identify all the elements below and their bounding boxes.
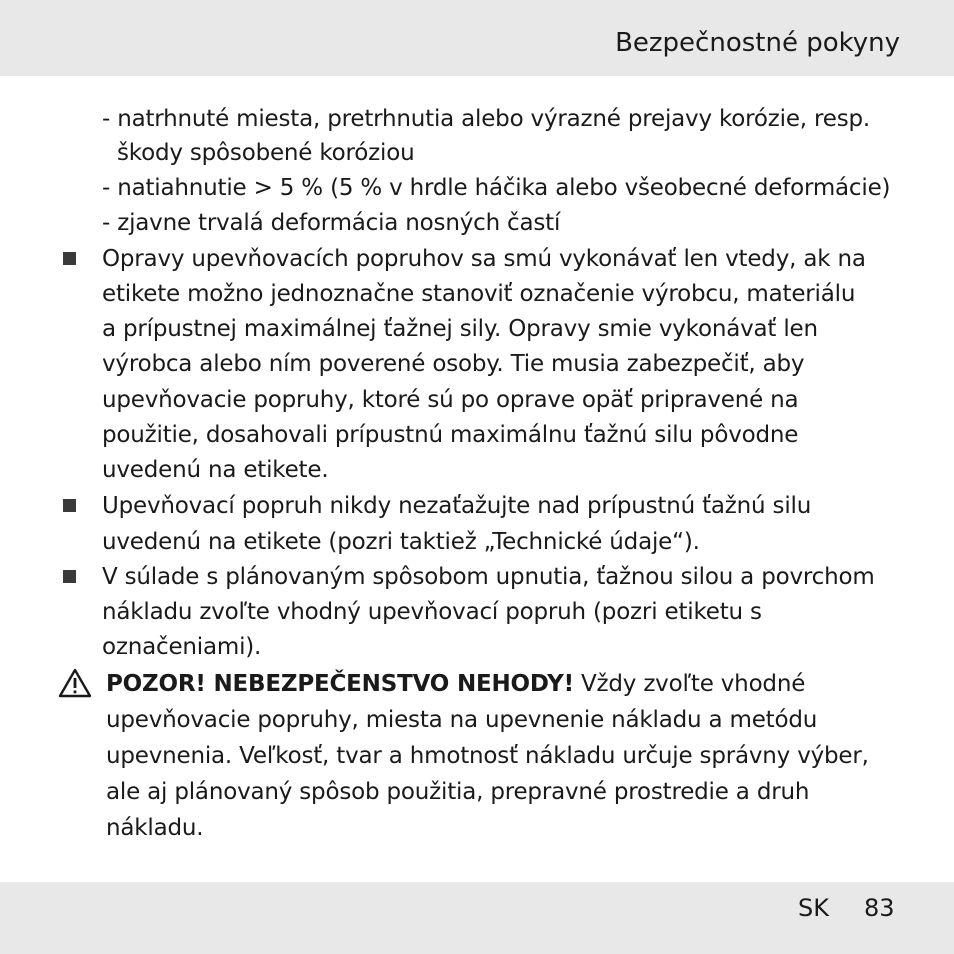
bullet-square-icon <box>63 570 76 583</box>
warning-heading: POZOR! NEBEZPEČENSTVO NEHODY! <box>106 671 574 697</box>
bullet-1-line: a prípustnej maximálnej ťažnej sily. Opravy smie vykonávať len <box>102 316 818 342</box>
warning-first-line-text: Vždy zvoľte vhodné <box>573 671 806 697</box>
warning-line: upevnenia. Veľkosť, tvar a hmotnosť nákladu určuje správny výber, <box>106 743 869 769</box>
bullet-1-line: upevňovacie popruhy, ktoré sú po oprave opäť pripravené na <box>102 387 799 413</box>
bullet-1-line: výrobca alebo ním poverené osoby. Tie musia zabezpečiť, aby <box>102 351 805 377</box>
bullet-2-line: uvedenú na etikete (pozri taktiež „Technické údaje“). <box>102 529 700 555</box>
warning-triangle-icon <box>58 668 92 698</box>
bullet-1-line: použitie, dosahovali prípustnú maximálnu ťažnú silu pôvodne <box>102 422 799 448</box>
dash-item: - natrhnuté miesta, pretrhnutia alebo výrazné prejavy korózie, resp. <box>102 106 870 132</box>
bullet-square-icon <box>63 499 76 512</box>
bullet-3-line: V súlade s plánovaným spôsobom upnutia, ťažnou silou a povrchom <box>102 564 875 590</box>
warning-first-line <box>106 669 805 699</box>
bullet-3-line: označeniami). <box>102 634 262 660</box>
page-number: 83 <box>864 894 895 922</box>
page-header-title: Bezpečnostné pokyny <box>615 28 900 58</box>
bullet-2-line: Upevňovací popruh nikdy nezaťažujte nad prípustnú ťažnú silu <box>102 493 812 519</box>
dash-item-continuation: škody spôsobené koróziou <box>117 140 415 166</box>
warning-line: ale aj plánovaný spôsob použitia, prepravné prostredie a druh <box>106 779 810 805</box>
bullet-1-line: uvedenú na etikete. <box>102 457 329 483</box>
bullet-3-line: nákladu zvoľte vhodný upevňovací popruh (pozri etiketu s <box>102 599 762 625</box>
bullet-1-line: etikete možno jednoznačne stanoviť označenie výrobcu, materiálu <box>102 281 856 307</box>
warning-line: nákladu. <box>106 815 204 841</box>
bullet-square-icon <box>63 252 76 265</box>
bullet-1-line: Opravy upevňovacích popruhov sa smú vykonávať len vtedy, ak na <box>102 246 866 272</box>
warning-line: upevňovacie popruhy, miesta na upevnenie nákladu a metódu <box>106 707 818 733</box>
dash-item: - zjavne trvalá deformácia nosných častí <box>102 210 561 236</box>
dash-item: - natiahnutie > 5 % (5 % v hrdle háčika alebo všeobecné deformácie) <box>102 175 891 201</box>
footer-language-code: SK <box>798 894 829 922</box>
